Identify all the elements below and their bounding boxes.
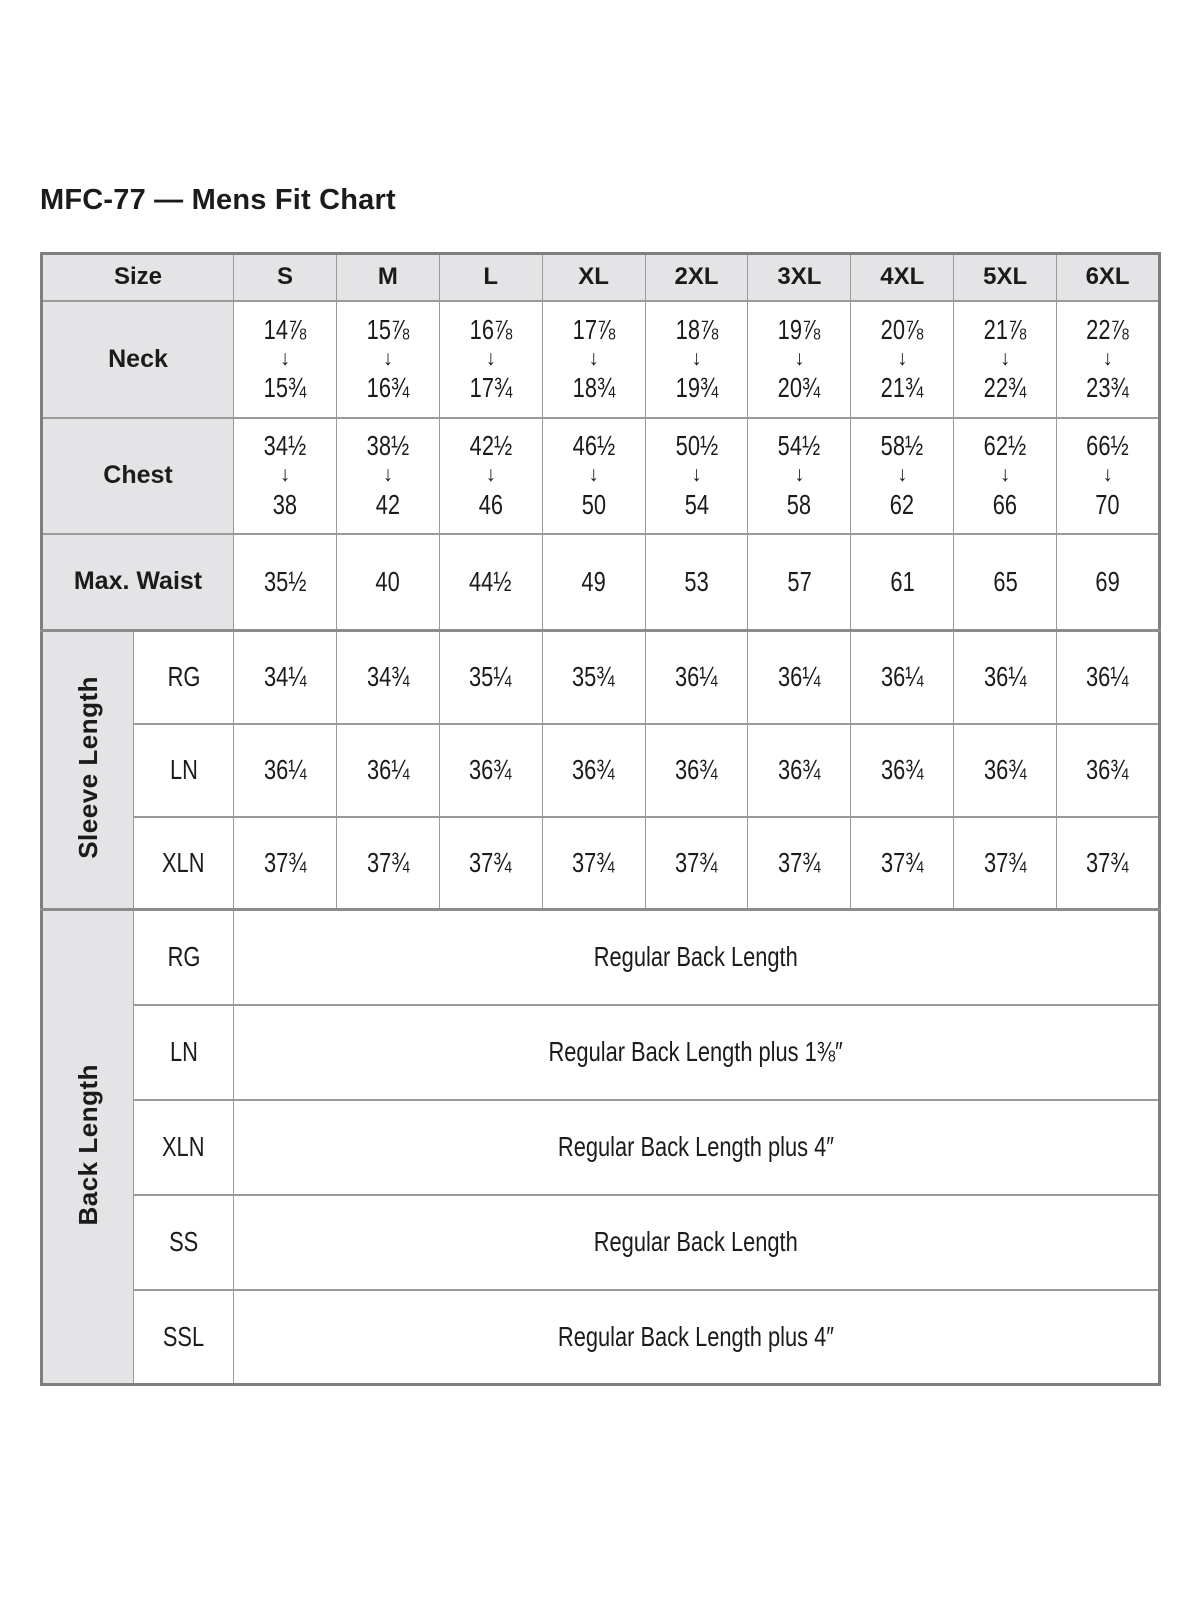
sleeve-cell [439,724,542,817]
back-code-text: SSL [162,1320,205,1352]
down-arrow-icon: ↓ [794,346,805,370]
down-arrow-icon: ↓ [588,346,599,370]
sleeve-cell [851,631,954,724]
sleeve-cell [748,724,851,817]
neck-cell [234,301,337,418]
down-arrow-icon: ↓ [279,463,291,487]
waist-cell [439,534,542,631]
neck-to: 23¾ [1086,372,1129,404]
sleeve-value: 37¾ [366,846,410,878]
neck-cell [748,301,851,418]
sleeve-cell [234,631,337,724]
chest-cell [542,418,645,534]
back-note-cell [234,1195,1160,1290]
waist-value: 69 [1095,565,1120,597]
sleeve-cell [954,631,1057,724]
sleeve-cell [234,724,337,817]
sleeve-value: 36¾ [572,753,615,785]
sleeve-cell [234,817,337,910]
size-col-5xl: 5XL [954,254,1057,301]
waist-value: 49 [581,565,606,597]
sleeve-code [134,817,234,910]
neck-cell [336,301,439,418]
chest-from: 66½ [1086,430,1129,462]
sleeve-value: 34¼ [263,661,307,693]
down-arrow-icon: ↓ [382,463,394,487]
waist-cell [851,534,954,631]
sleeve-value: 35¼ [469,661,512,693]
back-note-cell [234,910,1160,1005]
sleeve-cell [336,817,439,910]
sleeve-value: 37¾ [675,846,718,878]
sleeve-code-text: RG [167,661,200,693]
sleeve-cell [954,724,1057,817]
chest-from: 50½ [675,430,718,462]
sleeve-value: 36¼ [675,661,718,693]
back-code [134,1005,234,1100]
waist-cell [645,534,748,631]
chest-to: 62 [890,488,915,520]
down-arrow-icon: ↓ [485,463,496,487]
neck-from: 20⅞ [881,313,924,345]
neck-cell [851,301,954,418]
down-arrow-icon: ↓ [691,346,702,370]
neck-row [42,301,1160,418]
chest-row [42,418,1160,534]
waist-value: 44½ [469,565,512,597]
back-code-text: XLN [162,1130,205,1162]
down-arrow-icon: ↓ [794,463,805,487]
neck-from: 18⅞ [675,313,718,345]
sleeve-rg-row [42,631,1160,724]
fit-chart-table [40,252,1161,1386]
neck-to: 15¾ [263,372,307,404]
sleeve-value: 36¼ [881,661,924,693]
chest-cell [748,418,851,534]
back-xln-row [42,1100,1160,1195]
neck-cell [542,301,645,418]
down-arrow-icon: ↓ [999,463,1011,487]
sleeve-code-text: XLN [162,846,205,878]
back-note-text: Regular Back Length plus 4″ [557,1130,835,1162]
waist-value: 40 [375,565,400,597]
waist-cell [954,534,1057,631]
sleeve-cell [645,817,748,910]
sleeve-length-label-text: Sleeve Length [72,676,103,859]
chest-from: 62½ [983,430,1027,462]
neck-to: 22¾ [983,372,1027,404]
waist-value: 65 [993,565,1018,597]
chest-to: 50 [581,488,606,520]
neck-from: 17⅞ [572,313,615,345]
down-arrow-icon: ↓ [897,463,908,487]
size-col-xl: XL [542,254,645,301]
chest-to: 66 [993,488,1018,520]
down-arrow-icon: ↓ [999,346,1011,370]
chest-cell [234,418,337,534]
chest-to: 54 [684,488,709,520]
down-arrow-icon: ↓ [588,463,599,487]
chest-cell [1057,418,1160,534]
sleeve-cell [439,631,542,724]
back-note-cell [234,1100,1160,1195]
sleeve-cell [336,724,439,817]
neck-cell [439,301,542,418]
sleeve-code-text: LN [169,753,198,785]
chest-cell [851,418,954,534]
sleeve-cell [336,631,439,724]
sleeve-code [134,631,234,724]
back-code [134,1100,234,1195]
sleeve-length-section-label [42,631,134,910]
back-rg-row [42,910,1160,1005]
chest-label: Chest [42,418,234,534]
neck-cell [645,301,748,418]
waist-value: 57 [787,565,812,597]
neck-label: Neck [42,301,234,418]
sleeve-cell [542,631,645,724]
chest-cell [336,418,439,534]
sleeve-cell [542,817,645,910]
chest-cell [439,418,542,534]
back-note-cell [234,1290,1160,1385]
sleeve-value: 36¾ [1086,753,1129,785]
waist-cell [542,534,645,631]
neck-to: 20¾ [778,372,821,404]
sleeve-cell [1057,631,1160,724]
neck-from: 15⅞ [366,313,410,345]
chest-to: 38 [272,488,298,520]
sleeve-cell [851,724,954,817]
sleeve-value: 36¾ [469,753,512,785]
neck-from: 22⅞ [1086,313,1129,345]
back-code-text: SS [168,1225,199,1257]
back-code [134,910,234,1005]
back-ss-row [42,1195,1160,1290]
chest-to: 58 [787,488,812,520]
sleeve-value: 37¾ [1086,846,1129,878]
sleeve-value: 36¾ [778,753,821,785]
waist-value: 61 [890,565,915,597]
sleeve-value: 36¼ [983,661,1027,693]
back-note-text: Regular Back Length plus 4″ [557,1320,835,1352]
sleeve-value: 37¾ [983,846,1027,878]
sleeve-value: 36¼ [1086,661,1129,693]
neck-to: 18¾ [572,372,615,404]
down-arrow-icon: ↓ [279,346,291,370]
header-row [42,254,1160,301]
down-arrow-icon: ↓ [691,463,702,487]
neck-cell [954,301,1057,418]
neck-from: 16⅞ [469,313,512,345]
back-ssl-row [42,1290,1160,1385]
chest-from: 46½ [572,430,615,462]
back-length-label-text: Back Length [72,1063,103,1226]
size-col-m: M [336,254,439,301]
sleeve-value: 37¾ [469,846,512,878]
back-note-cell [234,1005,1160,1100]
sleeve-value: 37¾ [778,846,821,878]
back-ln-row [42,1005,1160,1100]
chest-to: 70 [1095,488,1120,520]
down-arrow-icon: ↓ [1102,463,1113,487]
chest-from: 34½ [263,430,307,462]
neck-to: 17¾ [469,372,512,404]
sleeve-value: 36¾ [675,753,718,785]
chest-cell [645,418,748,534]
back-code [134,1195,234,1290]
back-note-text: Regular Back Length [594,1225,798,1257]
down-arrow-icon: ↓ [1102,346,1113,370]
chest-cell [954,418,1057,534]
sleeve-cell [748,631,851,724]
chest-from: 54½ [778,430,821,462]
neck-to: 21¾ [881,372,924,404]
sleeve-value: 36¼ [778,661,821,693]
neck-from: 21⅞ [983,313,1027,345]
waist-cell [1057,534,1160,631]
back-code [134,1290,234,1385]
waist-row [42,534,1160,631]
size-col-6xl: 6XL [1057,254,1160,301]
waist-value: 35½ [263,565,307,597]
sleeve-cell [748,817,851,910]
sleeve-xln-row [42,817,1160,910]
neck-cell [1057,301,1160,418]
neck-to: 19¾ [675,372,718,404]
waist-cell [748,534,851,631]
down-arrow-icon: ↓ [897,346,908,370]
sleeve-value: 34¾ [366,661,410,693]
chest-from: 38½ [366,430,410,462]
sleeve-value: 36¾ [881,753,924,785]
neck-to: 16¾ [366,372,410,404]
chest-to: 42 [375,488,400,520]
sleeve-value: 36¾ [983,753,1027,785]
sleeve-value: 35¾ [572,661,615,693]
neck-from: 14⅞ [263,313,307,345]
down-arrow-icon: ↓ [485,346,496,370]
size-col-2xl: 2XL [645,254,748,301]
chest-from: 42½ [469,430,512,462]
sleeve-code [134,724,234,817]
sleeve-cell [954,817,1057,910]
chest-from: 58½ [881,430,924,462]
neck-from: 19⅞ [778,313,821,345]
sleeve-cell [645,631,748,724]
sleeve-cell [1057,724,1160,817]
page-title: MFC-77 — Mens Fit Chart [40,184,396,216]
sleeve-value: 37¾ [572,846,615,878]
waist-cell [234,534,337,631]
size-header: Size [42,254,234,301]
sleeve-value: 36¼ [366,753,410,785]
chest-to: 46 [478,488,503,520]
back-note-text: Regular Back Length [594,941,798,973]
sleeve-cell [851,817,954,910]
sleeve-value: 37¾ [881,846,924,878]
size-col-3xl: 3XL [748,254,851,301]
size-col-l: L [439,254,542,301]
back-code-text: RG [167,941,200,973]
sleeve-value: 37¾ [263,846,307,878]
back-code-text: LN [169,1035,198,1067]
size-col-s: S [234,254,337,301]
size-col-4xl: 4XL [851,254,954,301]
sleeve-ln-row [42,724,1160,817]
waist-value: 53 [684,565,709,597]
sleeve-cell [1057,817,1160,910]
waist-label: Max. Waist [42,534,234,631]
down-arrow-icon: ↓ [382,346,394,370]
sleeve-cell [439,817,542,910]
sleeve-cell [542,724,645,817]
back-note-text: Regular Back Length plus 1⅜″ [548,1035,844,1067]
sleeve-cell [645,724,748,817]
waist-cell [336,534,439,631]
back-length-section-label [42,910,134,1385]
sleeve-value: 36¼ [263,753,307,785]
